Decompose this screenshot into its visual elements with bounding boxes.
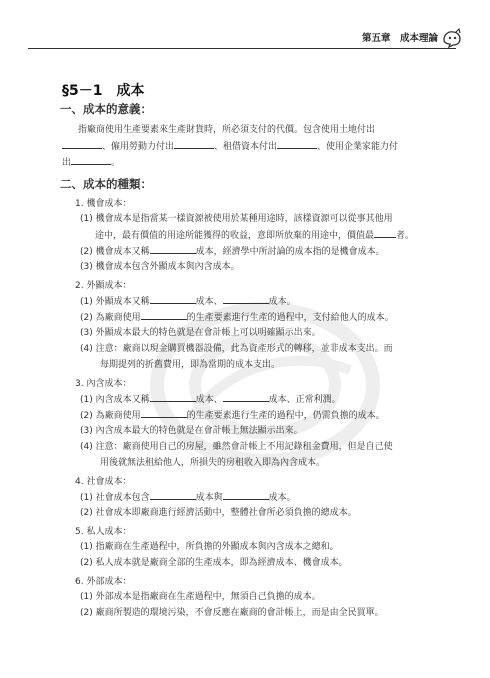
item-social-cost-title: 4. 社會成本： (75, 477, 132, 487)
list-item: (2) 社會成本即廠商進行經濟活動中，整體社會所必須負擔的總成本。 (80, 508, 357, 518)
list-item: (1) 指廠商在生產過程中，所負擔的外顯成本與內含成本之總和。 (80, 542, 339, 552)
fill-blank[interactable] (150, 490, 196, 500)
meaning-line-3: 出 。 (62, 155, 120, 170)
mascot-icon (440, 26, 464, 50)
list-item: (3) 外顯成本最大的特色就是在會計帳上可以明確顯示出來。 (80, 328, 321, 338)
fill-blank[interactable] (223, 294, 269, 304)
list-item: (1) 外顯成本又稱 成本、 成本。 (80, 294, 296, 309)
list-item: 途中，最有價值的用途所能獲得的收益，意即所放棄的用途中，價值最 者。 (95, 228, 414, 243)
list-item: (2) 機會成本又稱 成本，經濟學中所討論的成本指的是機會成本。 (80, 244, 385, 259)
types-heading: 二、成本的種類： (60, 177, 152, 191)
fill-blank[interactable] (223, 392, 269, 402)
fill-blank[interactable] (141, 310, 187, 320)
list-item: (1) 社會成本包含 成本與 成本。 (80, 490, 296, 505)
section-title: §5－1 成本 (62, 83, 145, 99)
chapter-label: 第五章 成本理論 (361, 33, 438, 44)
list-item: (2) 廠商所製造的環境污染，不會反應在廠商的會計帳上，而是由全民買單。 (80, 608, 384, 618)
list-item: (1) 機會成本是指當某一樣資源被使用於某種用途時，該樣資源可以從事其他用 (80, 214, 393, 224)
list-item: (3) 內含成本最大的特色就是在會計帳上無法顯示出來。 (80, 426, 303, 436)
header-divider (28, 48, 456, 49)
fill-blank[interactable] (150, 244, 196, 254)
fill-blank[interactable] (141, 408, 187, 418)
list-item: (1) 內含成本又稱 成本、 成本、正常利潤。 (80, 392, 341, 407)
list-item: (1) 外部成本是指廠商在生產過程中，無須自己負擔的成本。 (80, 592, 321, 602)
item-explicit-cost-title: 2. 外顯成本： (75, 281, 132, 291)
list-item: (2) 私人成本就是廠商全部的生產成本，即為經濟成本、機會成本。 (80, 558, 348, 568)
list-item: 每期提列的折舊費用，即為當期的成本支出。 (100, 360, 281, 370)
list-item: 用後就無法租給他人，所損失的房租收入即為內含成本。 (100, 458, 326, 468)
fill-blank[interactable] (277, 139, 317, 149)
list-item: (2) 為廠商使用 的生產要素進行生產的過程中，支付給他人的成本。 (80, 310, 394, 325)
fill-blank[interactable] (374, 228, 396, 238)
list-item: (2) 為廠商使用 的生產要素進行生產的過程中，仍需負擔的成本。 (80, 408, 385, 423)
list-item: (4) 注意：廠商使用自己的房屋，雖然會計帳上不用記錄租金費用，但是自己使 (80, 442, 393, 452)
fill-blank[interactable] (150, 294, 196, 304)
fill-blank[interactable] (62, 139, 102, 149)
meaning-line-1: 指廠商使用生產要素來生產財貨時，所必須支付的代價。包含使用土地付出 (78, 125, 376, 135)
fill-blank[interactable] (71, 155, 111, 165)
fill-blank[interactable] (174, 139, 214, 149)
item-private-cost-title: 5. 私人成本： (75, 527, 132, 537)
list-item: (3) 機會成本包含外顯成本與內含成本。 (80, 262, 240, 272)
meaning-line-2: 、僱用勞動力付出 、租借資本付出 、使用企業家能力付 (62, 139, 398, 154)
list-item: (4) 注意：廠商以現金購買機器設備，此為資產形式的轉移，並非成本支出。而 (80, 344, 393, 354)
item-opportunity-cost-title: 1. 機會成本： (75, 199, 132, 209)
fill-blank[interactable] (223, 490, 269, 500)
item-implicit-cost-title: 3. 內含成本： (75, 379, 132, 389)
meaning-heading: 一、成本的意義： (60, 102, 152, 116)
fill-blank[interactable] (150, 392, 196, 402)
item-external-cost-title: 6. 外部成本： (75, 577, 132, 587)
